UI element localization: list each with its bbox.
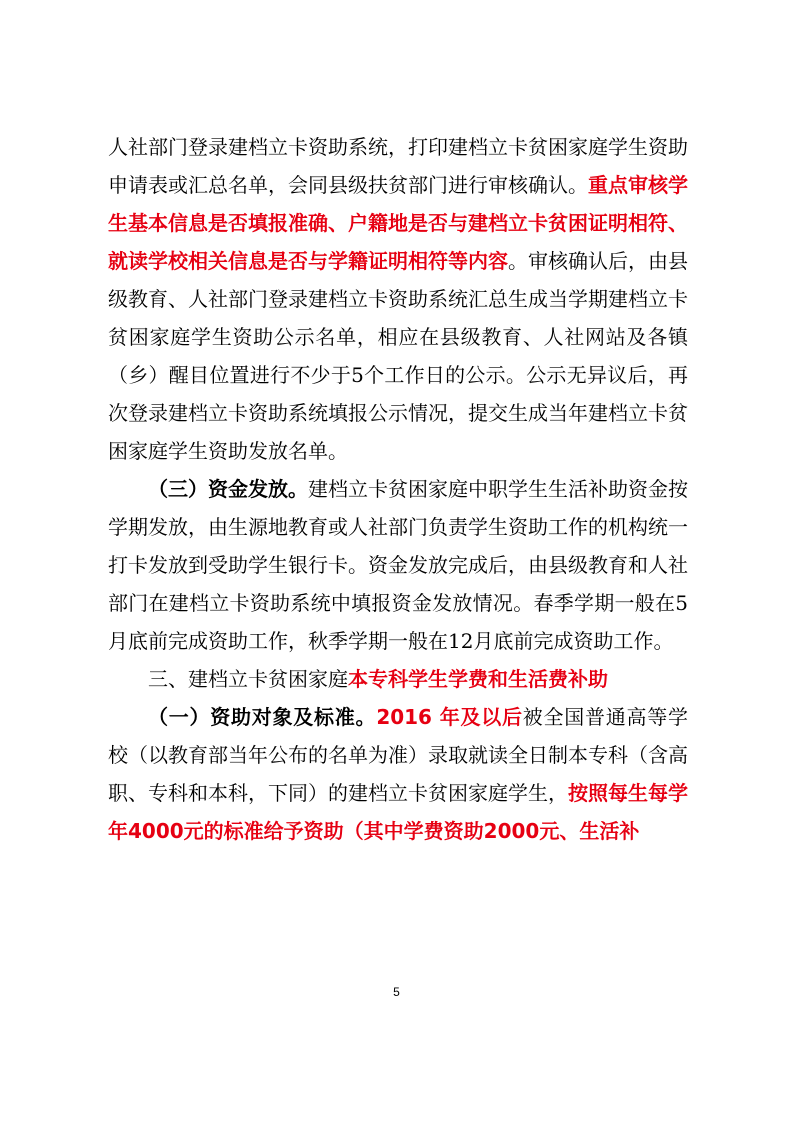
section-heading-bold: （三）资金发放。 — [148, 477, 308, 501]
text-span: 。审核确认后，由县级教育、人社部门登录建档立卡资助系统汇总生成当学期建档立卡贫困家庭学生资助公示名单，相应在县级教育、人社网站及各镇（乡）醒目位置进行不少于5个工作日的公示。公示无异议后，再次登录建档立卡资助系统填报公示情况，提交生成当年建档立卡贫困家庭学生资助发放名单。 — [108, 249, 688, 463]
text-span: 被全国普通高等学校（以教育部当年公布的名单为准）录取就读全日制本专科（含高职、专科和本科，下同）的建档立卡贫困家庭学生， — [108, 705, 689, 805]
paragraph-review-process — [108, 128, 688, 470]
highlight-red: 2016 年及以后 — [376, 705, 523, 729]
highlight-red: 本专科学生学费和生活费补助 — [348, 667, 608, 691]
section-heading-three — [108, 660, 688, 698]
paragraph-fund-distribution — [108, 470, 688, 660]
page-number: 5 — [393, 985, 400, 999]
section-heading-bold: （一）资助对象及标准。 — [148, 705, 377, 729]
text-span: 人社部门登录建档立卡资助系统，打印建档立卡贫困家庭学生资助申请表或汇总名单，会同县级扶贫部门进行审核确认。 — [108, 135, 688, 197]
document-body — [108, 128, 688, 850]
heading-text: 三、建档立卡贫困家庭 — [148, 667, 348, 691]
highlight-red: 按照每生每学年4000元的标准给予资助（其中学费资助2000元、生活补 — [108, 781, 688, 843]
highlight-red: 重点审核学生基本信息是否填报准确、户籍地是否与建档立卡贫困证明相符、就读学校相关信息是否与学籍证明相符等内容 — [108, 173, 688, 273]
paragraph-target-and-standard — [108, 698, 688, 850]
text-span: 建档立卡贫困家庭中职学生生活补助资金按学期发放，由生源地教育或人社部门负责学生资助工作的机构统一打卡发放到受助学生银行卡。资金发放完成后，由县级教育和人社部门在建档立卡资助系统中填报资金发放情况。春季学期一般在5月底前完成资助工作，秋季学期一般在12月底前完成资助工作。 — [108, 477, 688, 653]
